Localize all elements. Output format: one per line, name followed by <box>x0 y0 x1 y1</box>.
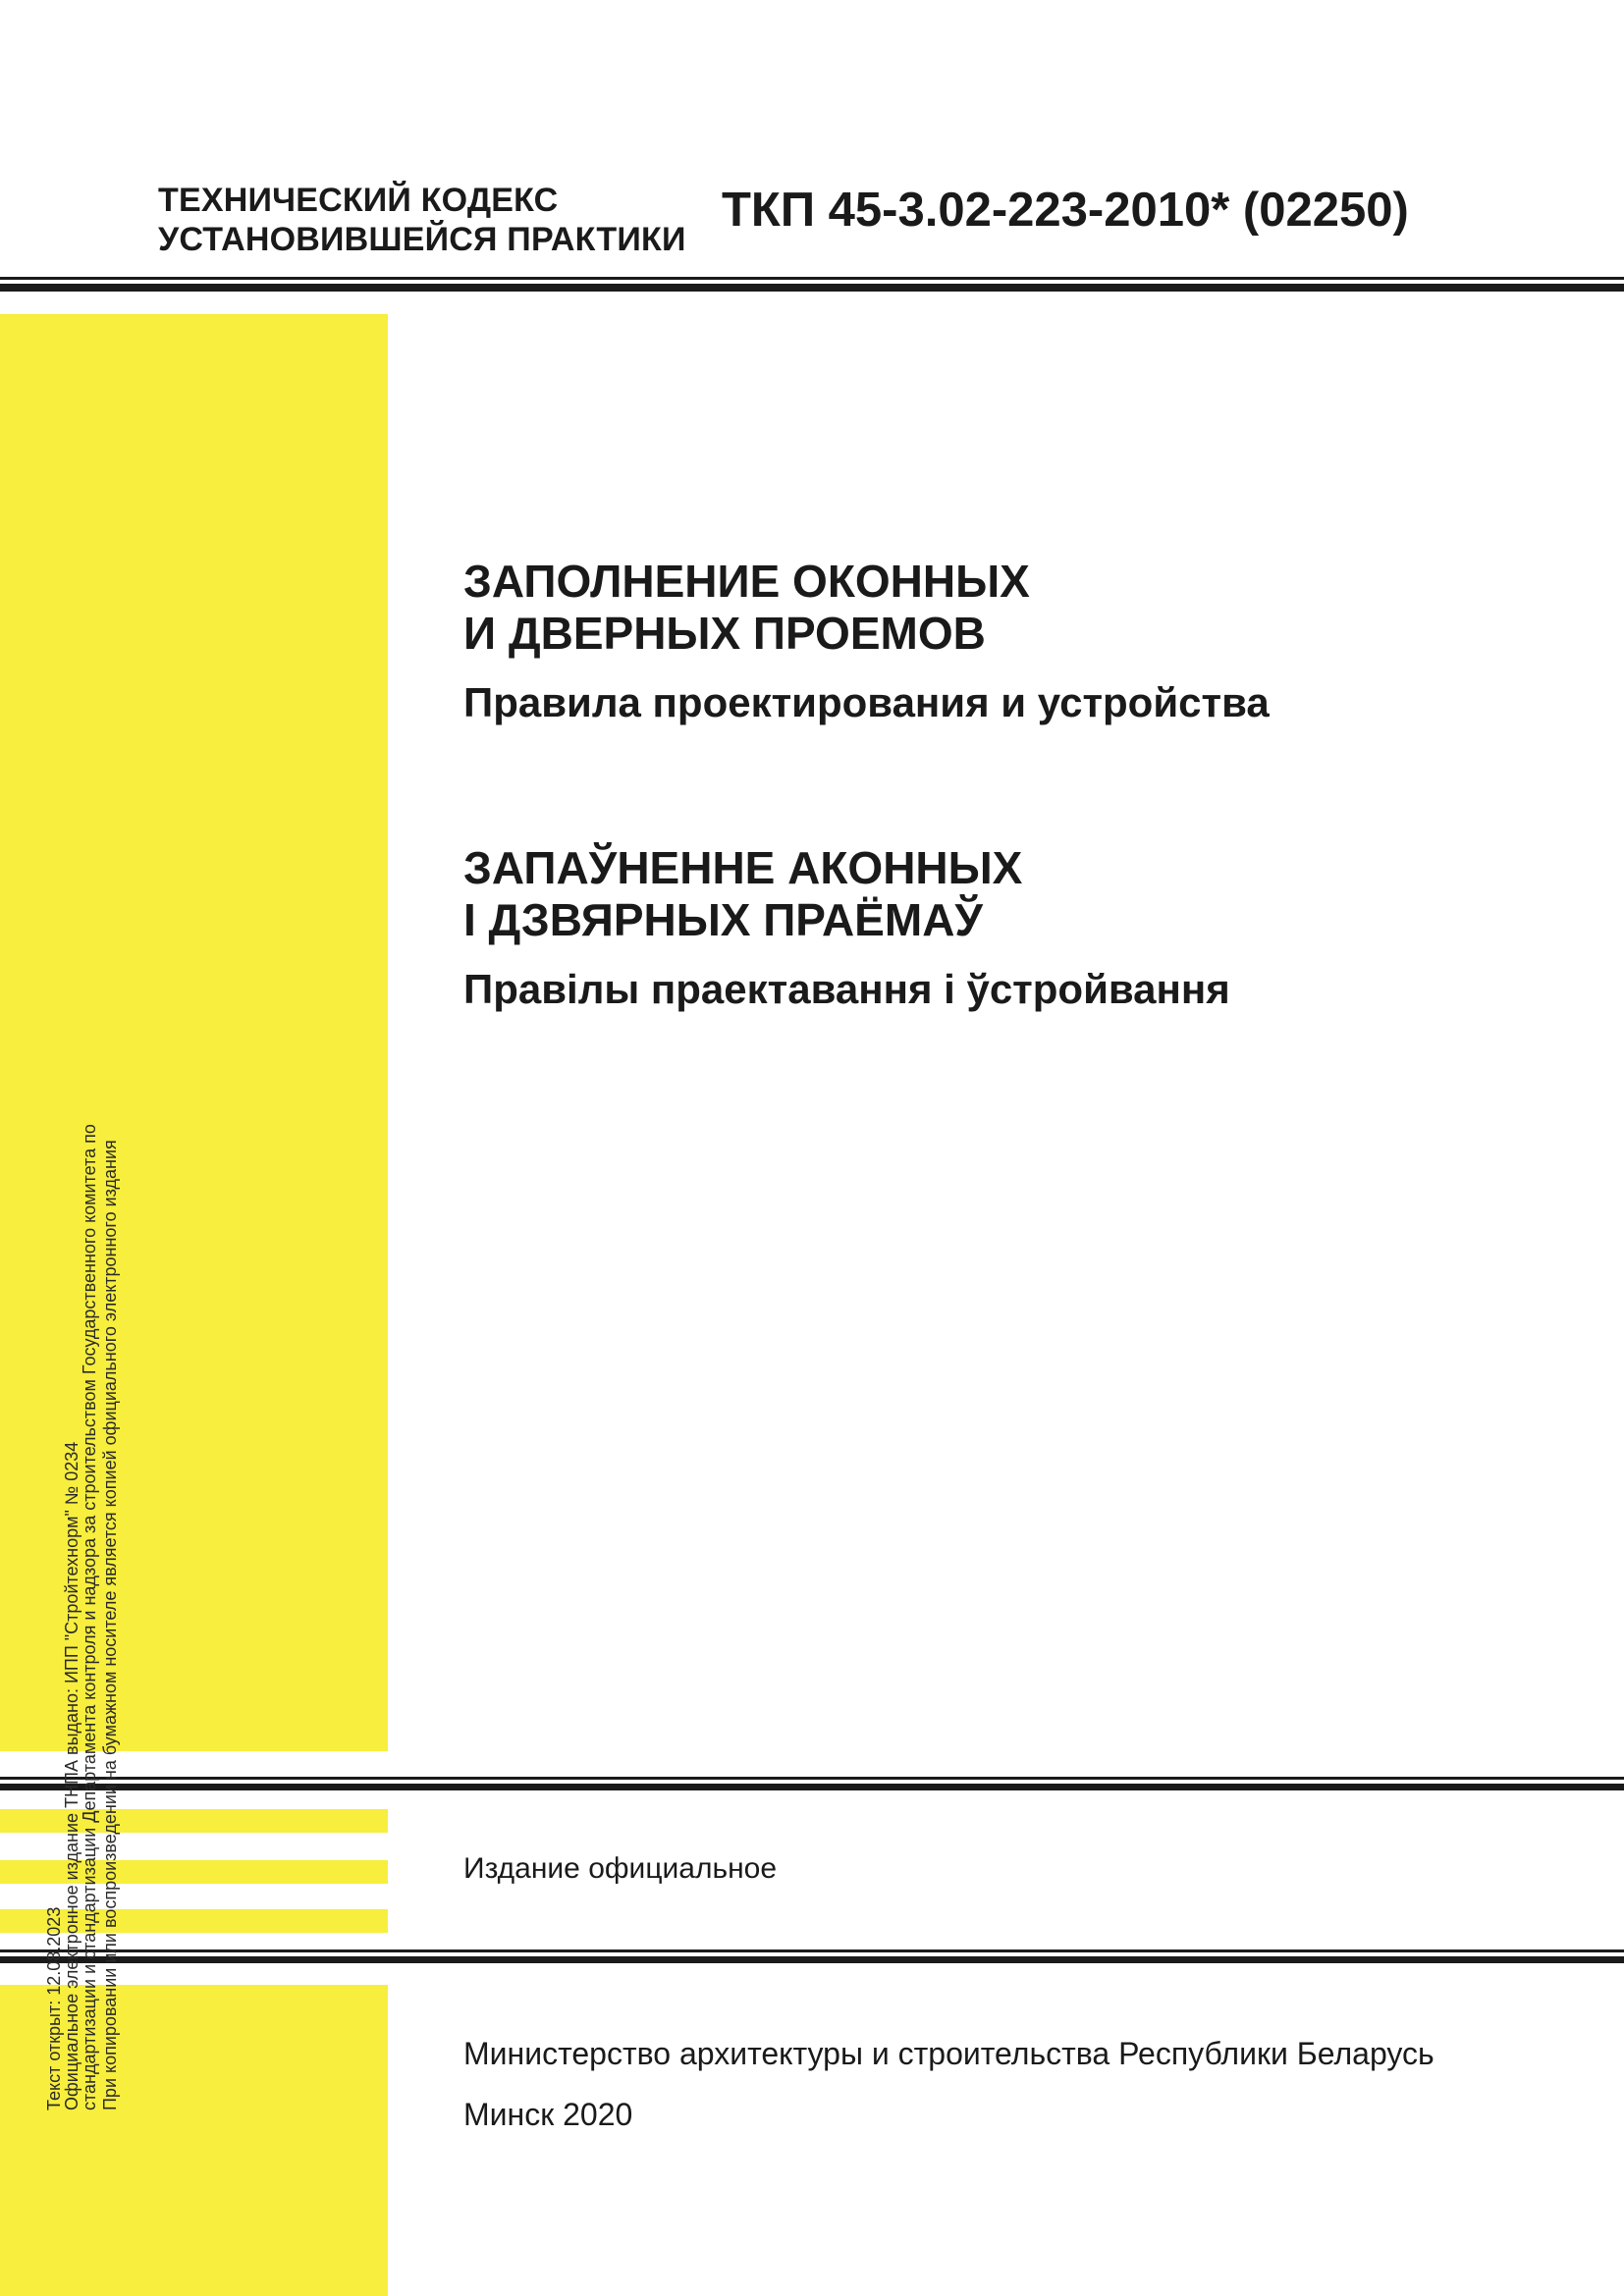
subtitle-by: Правілы праектавання і ўстройвання <box>463 966 1230 1012</box>
middle-rule-thick-top <box>0 1784 1624 1790</box>
header-rule-thin <box>0 277 1624 280</box>
document-type <box>158 181 686 259</box>
title-ru-line1: ЗАПОЛНЕНИЕ ОКОННЫХ <box>463 556 1030 607</box>
middle-rule-thin-top <box>0 1777 1624 1780</box>
yellow-band-stripe-2 <box>0 1860 388 1884</box>
stamp-line-2: Официальное электронное издание ТНПА выдано: ИПП "Стройтехнорм" № 0234 <box>62 1441 81 2110</box>
title-by-line2: І ДЗВЯРНЫХ ПРАЁМАЎ <box>463 894 984 945</box>
publisher: Министерство архитектуры и строительства Республики Беларусь <box>463 2036 1435 2071</box>
document-number: ТКП 45-3.02-223-2010* (02250) <box>722 184 1409 237</box>
edition-label: Издание официальное <box>463 1852 778 1885</box>
subtitle-ru: Правила проектирования и устройства <box>463 679 1270 725</box>
stamp-line-3: стандартизации и стандартизации Департамента контроля и надзора за строительством Государственного комитета по <box>80 1124 99 2110</box>
stamp-line-1: Текст открыт: 12.08.2023 <box>44 1906 64 2110</box>
title-by-line1: ЗАПАЎНЕННЕ АКОННЫХ <box>463 842 1023 893</box>
document-type-line2: УСТАНОВИВШЕЙСЯ ПРАКТИКИ <box>158 221 686 258</box>
yellow-band-stripe-1 <box>0 1809 388 1833</box>
stamp-line-4: При копировании или воспроизведении на бумажном носителе является копией официального электронного издания <box>100 1140 120 2110</box>
middle-rule-thin-bottom <box>0 1949 1624 1952</box>
document-type-line1: ТЕХНИЧЕСКИЙ КОДЕКС <box>158 182 559 219</box>
city-year: Минск 2020 <box>463 2097 633 2132</box>
yellow-band-main <box>0 314 388 1751</box>
middle-rule-thick-bottom <box>0 1956 1624 1963</box>
title-ru-line2: И ДВЕРНЫХ ПРОЕМОВ <box>463 608 986 659</box>
header-rule-thick <box>0 284 1624 292</box>
